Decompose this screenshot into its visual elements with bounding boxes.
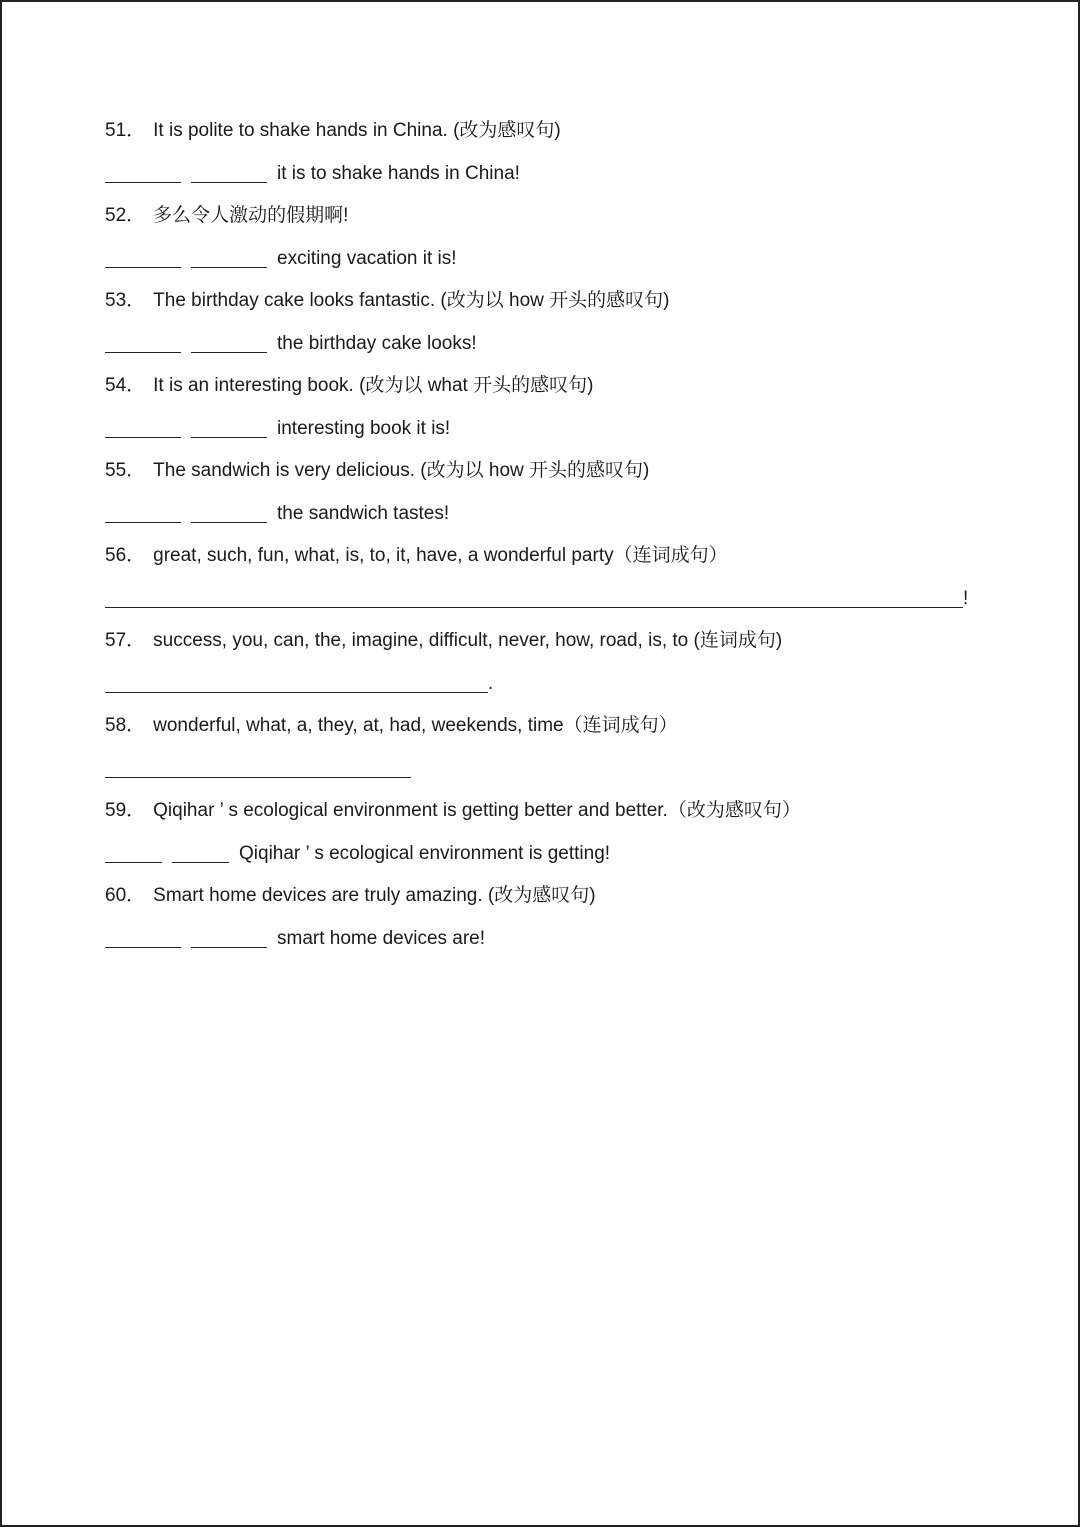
question-text: Smart home devices are truly amazing. (改为感叹句) — [153, 885, 596, 907]
answer-tail: Qiqihar ’ s ecological environment is getting! — [239, 842, 611, 864]
question-number: 59． — [105, 800, 146, 822]
answer-tail: . — [488, 672, 494, 694]
answer-blank[interactable] — [105, 947, 181, 948]
question-text: The birthday cake looks fantastic. (改为以 how 开头的感叹句) — [153, 290, 670, 312]
question-number: 56． — [105, 545, 146, 567]
question-55-answer — [105, 493, 1005, 536]
answer-tail: interesting book it is! — [277, 417, 451, 439]
question-number: 54． — [105, 375, 146, 397]
answer-tail: the birthday cake looks! — [277, 332, 477, 354]
question-number: 53． — [105, 290, 146, 312]
answer-tail: it is to shake hands in China! — [277, 162, 520, 184]
question-text: 多么令人激动的假期啊! — [153, 205, 349, 227]
answer-blank[interactable] — [191, 182, 267, 183]
answer-blank[interactable] — [105, 437, 181, 438]
answer-line[interactable] — [105, 607, 963, 608]
question-59-prompt — [105, 790, 1005, 833]
question-text: It is an interesting book. (改为以 what 开头的感叹句) — [153, 375, 594, 397]
question-59-answer — [105, 833, 1005, 876]
question-54-answer — [105, 408, 1005, 451]
question-54-prompt — [105, 365, 1005, 408]
question-number: 60． — [105, 885, 146, 907]
question-56-answer — [105, 578, 1005, 621]
question-text: success, you, can, the, imagine, difficult, never, how, road, is, to (连词成句) — [153, 630, 783, 652]
answer-blank[interactable] — [191, 352, 267, 353]
question-list — [105, 110, 1005, 960]
question-53-answer — [105, 323, 1005, 366]
answer-tail: exciting vacation it is! — [277, 247, 457, 269]
answer-blank[interactable] — [105, 352, 181, 353]
answer-blank[interactable] — [105, 862, 162, 863]
question-55-prompt — [105, 450, 1005, 493]
question-number: 52． — [105, 205, 146, 227]
answer-tail: the sandwich tastes! — [277, 502, 450, 524]
question-number: 55． — [105, 460, 146, 482]
answer-blank[interactable] — [105, 522, 181, 523]
question-51-answer — [105, 153, 1005, 196]
answer-blank[interactable] — [105, 182, 181, 183]
question-52-prompt — [105, 195, 1005, 238]
answer-blank[interactable] — [191, 267, 267, 268]
question-57-prompt — [105, 620, 1005, 663]
question-60-answer — [105, 918, 1005, 961]
answer-blank[interactable] — [191, 437, 267, 438]
answer-blank[interactable] — [105, 267, 181, 268]
question-text: great, such, fun, what, is, to, it, have, a wonderful party（连词成句） — [153, 545, 728, 567]
answer-blank[interactable] — [172, 862, 229, 863]
question-58-prompt — [105, 705, 1005, 748]
question-number: 58． — [105, 715, 146, 737]
answer-tail: smart home devices are! — [277, 927, 486, 949]
question-60-prompt — [105, 875, 1005, 918]
question-53-prompt — [105, 280, 1005, 323]
question-57-answer — [105, 663, 1005, 706]
answer-line[interactable] — [105, 692, 488, 693]
answer-blank[interactable] — [191, 522, 267, 523]
question-text: It is polite to shake hands in China. (改为感叹句) — [153, 120, 561, 142]
question-number: 57． — [105, 630, 146, 652]
answer-line[interactable] — [105, 777, 411, 778]
question-text: The sandwich is very delicious. (改为以 how 开头的感叹句) — [153, 460, 650, 482]
question-number: 51． — [105, 120, 146, 142]
answer-blank[interactable] — [191, 947, 267, 948]
question-51-prompt — [105, 110, 1005, 153]
question-58-answer — [105, 748, 1005, 791]
question-text: wonderful, what, a, they, at, had, weekends, time（连词成句） — [153, 715, 678, 737]
question-52-answer — [105, 238, 1005, 281]
question-text: Qiqihar ’ s ecological environment is getting better and better.（改为感叹句） — [153, 800, 801, 822]
answer-tail: ! — [963, 587, 969, 609]
question-56-prompt — [105, 535, 1005, 578]
